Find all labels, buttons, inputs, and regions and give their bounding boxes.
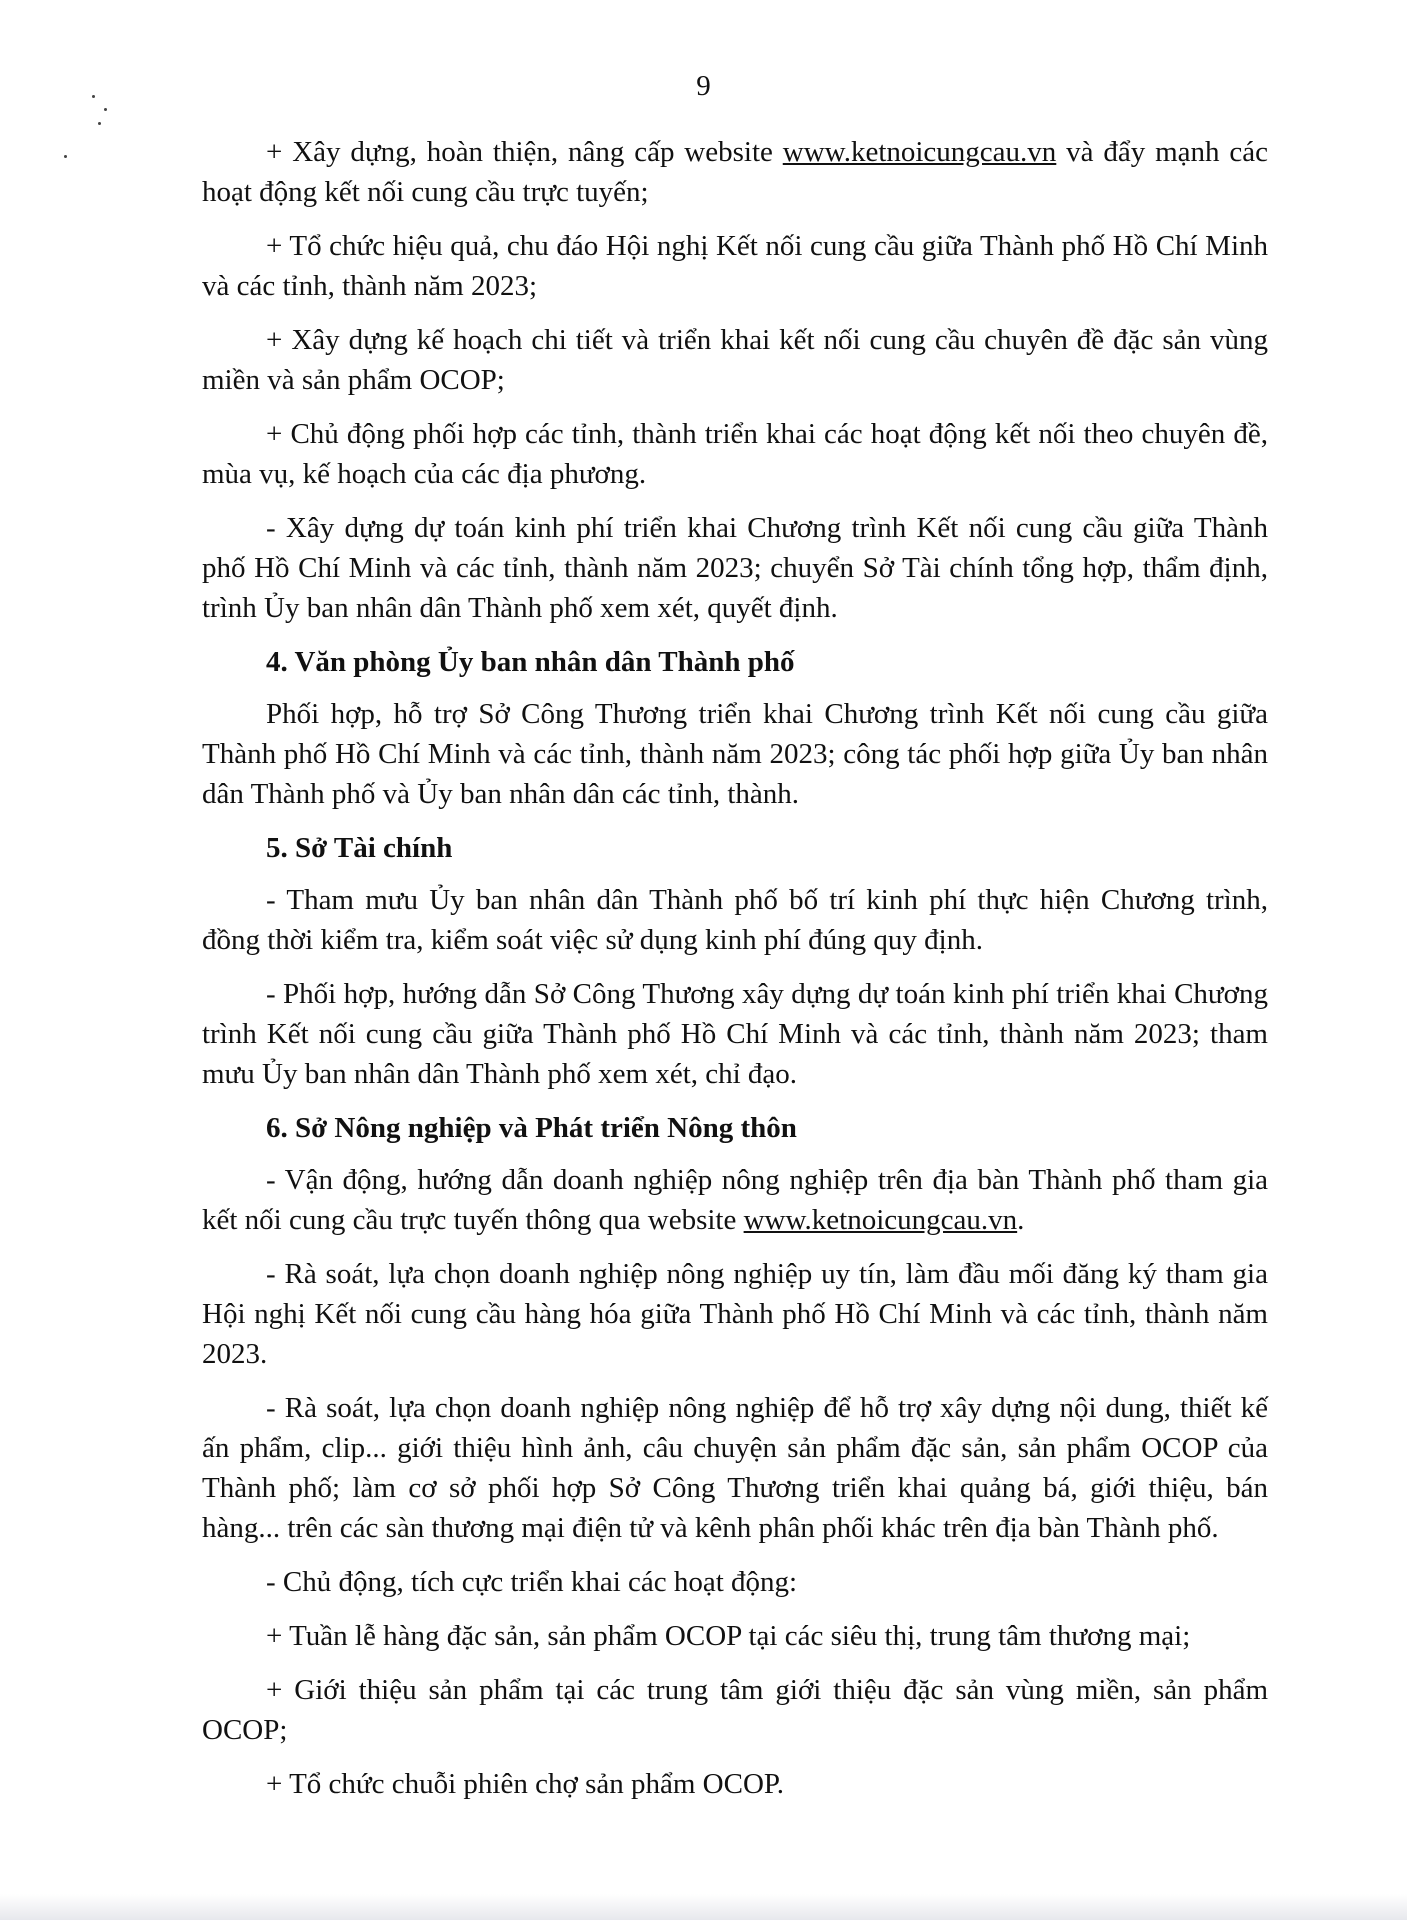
page-number: 9 <box>696 70 711 102</box>
paragraph: - Chủ động, tích cực triển khai các hoạt động: <box>266 1566 798 1598</box>
paragraph-text: - Vận động, hướng dẫn doanh nghiệp nông nghiệp trên địa bàn Thành phố tham gia kết nối cung cầu trực tuyến thông qua website <box>202 1164 1268 1236</box>
section-heading: 4. Văn phòng Ủy ban nhân dân Thành phố <box>266 646 795 678</box>
section-heading: 5. Sở Tài chính <box>266 832 453 864</box>
paragraph: + Xây dựng kế hoạch chi tiết và triển khai kết nối cung cầu chuyên đề đặc sản vùng miền và sản phẩm OCOP; <box>202 324 1268 396</box>
paragraph: - Rà soát, lựa chọn doanh nghiệp nông nghiệp uy tín, làm đầu mối đăng ký tham gia Hội nghị Kết nối cung cầu hàng hóa giữa Thành phố Hồ Chí Minh và các tỉnh, thành năm 2023. <box>202 1258 1268 1370</box>
scan-speck <box>104 108 107 111</box>
paragraph: + Giới thiệu sản phẩm tại các trung tâm giới thiệu đặc sản vùng miền, sản phẩm OCOP; <box>202 1674 1268 1746</box>
paragraph: - Rà soát, lựa chọn doanh nghiệp nông nghiệp để hỗ trợ xây dựng nội dung, thiết kế ấn phẩm, clip... giới thiệu hình ảnh, câu chuyện sản phẩm đặc sản, sản phẩm OCOP của Thành phố; làm cơ sở phối hợp Sở Công Thương triển khai quảng bá, giới thiệu, bán hàng... trên các sàn thương mại điện tử và kênh phân phối khác trên địa bàn Thành phố. <box>202 1392 1268 1544</box>
paragraph <box>202 132 1268 212</box>
paragraph <box>202 1160 1268 1240</box>
website-link[interactable]: www.ketnoicungcau.vn <box>782 136 1057 168</box>
paragraph: + Tuần lễ hàng đặc sản, sản phẩm OCOP tại các siêu thị, trung tâm thương mại; <box>266 1620 1191 1652</box>
paragraph-text: và đẩy mạnh các hoạt động kết nối cung cầu trực tuyến; <box>202 136 1268 208</box>
paragraph: - Tham mưu Ủy ban nhân dân Thành phố bố trí kinh phí thực hiện Chương trình, đồng thời kiểm tra, kiểm soát việc sử dụng kinh phí đúng quy định. <box>202 884 1268 956</box>
scan-speck <box>64 155 67 158</box>
website-link[interactable]: www.ketnoicungcau.vn <box>743 1204 1018 1236</box>
paragraph: Phối hợp, hỗ trợ Sở Công Thương triển khai Chương trình Kết nối cung cầu giữa Thành phố Hồ Chí Minh và các tỉnh, thành năm 2023; công tác phối hợp giữa Ủy ban nhân dân Thành phố và Ủy ban nhân dân các tỉnh, thành. <box>202 698 1268 810</box>
paragraph-text: . <box>1017 1204 1025 1236</box>
document-body <box>202 132 1268 1818</box>
section-heading: 6. Sở Nông nghiệp và Phát triển Nông thôn <box>266 1112 797 1144</box>
paragraph: + Tổ chức chuỗi phiên chợ sản phẩm OCOP. <box>266 1768 785 1800</box>
scan-speck <box>98 122 101 125</box>
paragraph-text: + Xây dựng, hoàn thiện, nâng cấp website <box>266 136 783 168</box>
paragraph: - Xây dựng dự toán kinh phí triển khai Chương trình Kết nối cung cầu giữa Thành phố Hồ Chí Minh và các tỉnh, thành năm 2023; chuyển Sở Tài chính tổng hợp, thẩm định, trình Ủy ban nhân dân Thành phố xem xét, quyết định. <box>202 512 1268 624</box>
paragraph: + Chủ động phối hợp các tỉnh, thành triển khai các hoạt động kết nối theo chuyên đề, mùa vụ, kế hoạch của các địa phương. <box>202 418 1268 490</box>
paragraph: - Phối hợp, hướng dẫn Sở Công Thương xây dựng dự toán kinh phí triển khai Chương trình Kết nối cung cầu giữa Thành phố Hồ Chí Minh và các tỉnh, thành năm 2023; tham mưu Ủy ban nhân dân Thành phố xem xét, chỉ đạo. <box>202 978 1268 1090</box>
scan-bottom-edge <box>0 1894 1407 1920</box>
paragraph: + Tổ chức hiệu quả, chu đáo Hội nghị Kết nối cung cầu giữa Thành phố Hồ Chí Minh và các tỉnh, thành năm 2023; <box>202 230 1268 302</box>
